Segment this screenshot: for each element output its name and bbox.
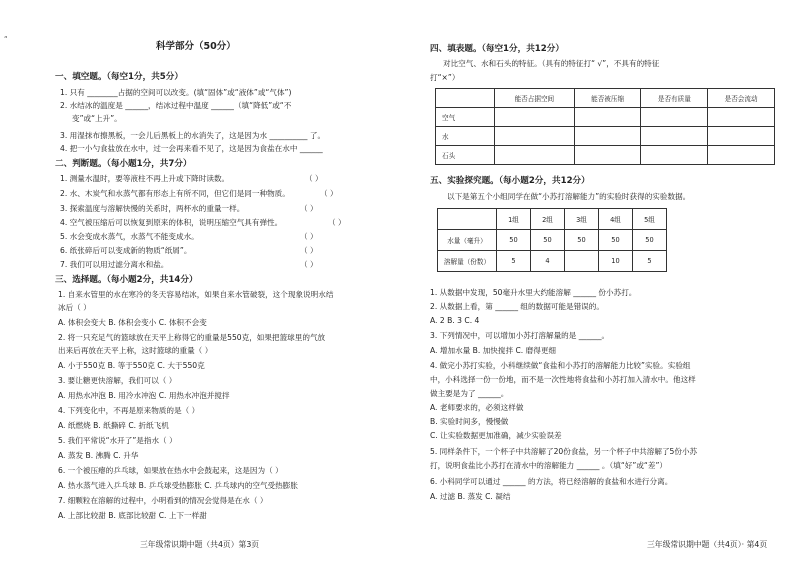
right-page (397, 0, 794, 562)
fill-in-line: 2. 水结冰的温度是 ______，结冰过程中温度 ______（填“降低”或“不 (60, 101, 292, 110)
table-header: 5组 (633, 209, 667, 230)
section-fill-in-title: 一、填空题。（每空1分，共5分） (55, 72, 183, 82)
experiment-question: 打，说明食盐比小苏打在清水中的溶解能力 ______ 。（填“好”或“差”） (430, 461, 667, 470)
judge-mark: （ ） (305, 174, 323, 183)
table-row (436, 108, 775, 127)
experiment-question: A. 增加水量 B. 加快搅拌 C. 磨得更细 (430, 346, 557, 355)
section-choice-title: 三、选择题。（每小题2分，共14分） (55, 275, 198, 285)
choice-line: A. 热水蒸气进入乒乓球 B. 乒乓球受热膨胀 C. 乒乓球内的空气受热膨胀 (58, 481, 298, 490)
judge-mark: （ ） (320, 189, 338, 198)
row-label: 空气 (436, 108, 495, 127)
table-cell: 50 (599, 230, 633, 251)
table-header: 能否占据空间 (495, 89, 575, 108)
feature-table (435, 88, 775, 165)
experiment-question: 2. 从数据上看，第 ______ 组的数据可能是错误的。 (430, 302, 604, 311)
answer-cell[interactable] (495, 146, 575, 165)
choice-line: 6. 一个被压瘪的乒乓球，如果放在热水中会鼓起来，这是因为（ ） (58, 466, 283, 475)
section-table-title: 四、填表题。（每空1分，共12分） (430, 44, 564, 54)
table-header: 3组 (565, 209, 599, 230)
choice-line: A. 小于550克 B. 等于550克 C. 大于550克 (58, 361, 205, 370)
experiment-question: A. 过滤 B. 蒸发 C. 凝结 (430, 492, 511, 501)
choice-line: A. 体积会变大 B. 体积会变小 C. 体积不会变 (58, 318, 207, 327)
table-row (436, 127, 775, 146)
answer-cell[interactable] (574, 146, 641, 165)
fill-in-line: 4. 把一小勺食盐放在水中，过一会再来看不见了，这是因为食盐在水中 ______ (60, 144, 323, 153)
table-cell: 5 (497, 251, 531, 272)
choice-line: 7. 细颗粒在溶解的过程中，小明看到的情况会觉得是在水（ ） (58, 496, 268, 505)
choice-line: 冰后（ ） (58, 303, 91, 312)
fill-in-line: 变”或“上升”。 (72, 114, 122, 123)
answer-cell[interactable] (641, 146, 708, 165)
judge-mark: （ ） (328, 218, 346, 227)
experiment-intro: 以下是第五个小组同学在做“小苏打溶解能力”的实验时获得的实验数据。 (447, 192, 691, 201)
judge-item: 4. 空气被压缩后可以恢复到原来的体积，说明压缩空气具有弹性。 (60, 218, 283, 227)
table-header: 2组 (531, 209, 565, 230)
row-label: 石头 (436, 146, 495, 165)
experiment-question: 4. 做完小苏打实验，小科继续做“食盐和小苏打的溶解能力比较”实验。实验组 (430, 361, 691, 370)
corner-mark: “ (4, 35, 8, 43)
judge-item: 1. 测量水温时，要等液柱不再上升或下降时读数。 (60, 174, 230, 183)
table-row (438, 230, 667, 251)
judge-mark: （ ） (300, 232, 318, 241)
experiment-question: A. 老师要求的，必须这样做 (430, 403, 524, 412)
choice-line: A. 上部比较甜 B. 底部比较甜 C. 上下一样甜 (58, 511, 207, 520)
table-header: 4组 (599, 209, 633, 230)
experiment-question: 6. 小科同学可以通过 ______ 的方法，将已经溶解的食盐和水进行分离。 (430, 477, 673, 486)
experiment-question: C. 让实验数据更加准确，减少实验误差 (430, 431, 562, 440)
answer-cell[interactable] (574, 108, 641, 127)
fill-in-line: 3. 用湿抹布擦黑板，一会儿后黑板上的水消失了，这是因为水 __________ 了。 (60, 131, 326, 140)
section-judge-title: 二、判断题。（每小题1分，共7分） (55, 159, 192, 169)
judge-item: 6. 纸张碎后可以变成新的物质“纸屑”。 (60, 246, 192, 255)
judge-item: 5. 水会变成水蒸气，水蒸气不能变成水。 (60, 232, 199, 241)
answer-cell[interactable] (574, 127, 641, 146)
experiment-table (437, 208, 667, 272)
judge-mark: （ ） (300, 246, 318, 255)
row-label: 水量（毫升） (438, 230, 497, 251)
choice-line: 5. 我们平常说“水开了”是指水（ ） (58, 436, 177, 445)
answer-cell[interactable] (708, 146, 775, 165)
choice-line: A. 用热水冲泡 B. 用冷水冲泡 C. 用热水冲泡并搅拌 (58, 391, 230, 400)
answer-cell[interactable] (641, 108, 708, 127)
choice-line: 1. 自来水管里的水在寒冷的冬天容易结冰，如果自来水管破裂，这个现象说明水结 (58, 290, 334, 299)
answer-cell[interactable] (708, 108, 775, 127)
section-experiment-title: 五、实验探究题。（每小题2分，共12分） (430, 176, 590, 186)
choice-line: 4. 下列变化中，不再是原来物质的是（ ） (58, 406, 200, 415)
choice-line: A. 纸燃烧 B. 纸撕碎 C. 折纸飞机 (58, 421, 169, 430)
judge-item: 7. 我们可以用过滤分离水和盐。 (60, 260, 169, 269)
row-label: 溶解量（份数） (438, 251, 497, 272)
experiment-question: 做主要是为了 ______。 (430, 389, 509, 398)
table-header: 是否会流动 (708, 89, 775, 108)
answer-cell[interactable] (495, 127, 575, 146)
experiment-question: 3. 下列情况中，可以增加小苏打溶解量的是 ______。 (430, 331, 610, 340)
table-cell (565, 251, 599, 272)
answer-cell[interactable] (708, 127, 775, 146)
table-header: 是否有质量 (641, 89, 708, 108)
table-cell: 5 (633, 251, 667, 272)
experiment-question: B. 实验时间多，慢慢做 (430, 417, 509, 426)
page-title: 科学部分（50分） (156, 41, 236, 52)
table-row (436, 89, 775, 108)
left-footer: 三年级常识期中题（共4页）第3页 (140, 540, 260, 549)
fill-in-line: 1. 只有 ________占据的空间可以改变。(填“固体”或“液体”或“气体”) (60, 88, 292, 97)
table-instruction: 打“×”） (430, 73, 460, 82)
choice-line: A. 蒸发 B. 沸腾 C. 升华 (58, 451, 139, 460)
table-header: 1组 (497, 209, 531, 230)
table-cell: 4 (531, 251, 565, 272)
table-cell: 50 (497, 230, 531, 251)
experiment-question: 5. 同样条件下，一个杯子中共溶解了20份食盐，另一个杯子中共溶解了5份小苏 (430, 447, 698, 456)
table-row (438, 209, 667, 230)
table-row (438, 251, 667, 272)
answer-cell[interactable] (641, 127, 708, 146)
right-footer: 三年级常识期中题（共4页）· 第4页 (647, 540, 768, 549)
table-row (436, 146, 775, 165)
table-cell: 50 (633, 230, 667, 251)
judge-mark: （ ） (300, 260, 318, 269)
experiment-question: A. 2 B. 3 C. 4 (430, 316, 480, 325)
table-cell: 50 (565, 230, 599, 251)
judge-item: 3. 探索温度与溶解快慢的关系时，两杯水的重量一样。 (60, 204, 245, 213)
choice-line: 3. 要让糖更快溶解，我们可以（ ） (58, 376, 177, 385)
table-instruction: 对比空气、水和石头的特征。（具有的特征打“ √”，不具有的特征 (443, 59, 660, 68)
row-label: 水 (436, 127, 495, 146)
table-cell: 50 (531, 230, 565, 251)
answer-cell[interactable] (495, 108, 575, 127)
choice-line: 出来后再放在天平上称，这时篮球的重量（ ） (58, 346, 213, 355)
judge-item: 2. 水、木炭气和水蒸气都有形态上有所不同，但它们是同一种物质。 (60, 189, 290, 198)
experiment-question: 1. 从数据中发现，50毫升水里大约能溶解 ______ 份小苏打。 (430, 288, 637, 297)
table-header: 能否被压缩 (574, 89, 641, 108)
table-cell: 10 (599, 251, 633, 272)
experiment-question: 中，小科选择一份一份地，而不是一次性地将食盐和小苏打加入清水中。他这样 (430, 375, 696, 384)
choice-line: 2. 将一只充足气的篮球放在天平上称得它的重量是550克，如果把篮球里的气放 (58, 333, 326, 342)
judge-mark: （ ） (300, 204, 318, 213)
